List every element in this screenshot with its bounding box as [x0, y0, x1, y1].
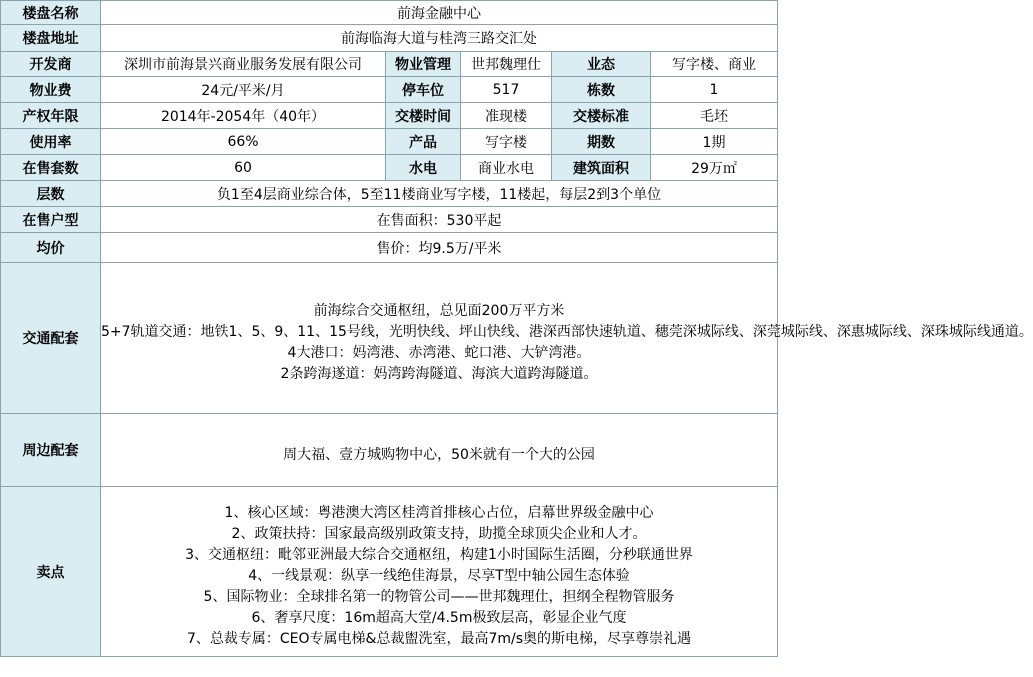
label-buildings: 栋数 — [552, 77, 651, 103]
value-business: 写字楼、商业 — [651, 52, 778, 77]
label-term: 产权年限 — [1, 103, 101, 129]
value-address: 前海临海大道与桂湾三路交汇处 — [101, 25, 778, 52]
label-name: 楼盘名称 — [1, 1, 101, 25]
row-term — [1, 103, 778, 129]
label-business: 业态 — [552, 52, 651, 77]
selling-point-line: 1、核心区域：粤港澳大湾区桂湾首排核心占位，启幕世界级金融中心 — [224, 505, 654, 521]
value-fee: 24元/平米/月 — [101, 77, 386, 103]
label-product: 产品 — [386, 129, 461, 155]
row-fee — [1, 77, 778, 103]
label-price: 均价 — [1, 233, 101, 263]
row-price — [1, 233, 778, 263]
row-on-sale — [1, 155, 778, 181]
label-unit-type: 在售户型 — [1, 207, 101, 233]
surroundings-line: 周大福、壹方城购物中心，50米就有一个大的公园 — [283, 446, 595, 463]
label-delivery-time: 交楼时间 — [386, 103, 461, 129]
label-traffic: 交通配套 — [1, 263, 101, 414]
selling-point-line: 4、一线景观：纵享一线绝佳海景，尽享T型中轴公园生态体验 — [248, 568, 630, 584]
value-unit-type: 在售面积：530平起 — [101, 207, 778, 233]
row-address — [1, 25, 778, 52]
value-usage-rate: 66% — [101, 129, 386, 155]
traffic-line: 5+7轨道交通：地铁1、5、9、11、15号线，光明快线、坪山快线、港深西部快速轨道、穗莞深城际线、深莞城际线、深惠城际线、深珠城际线通道。 — [101, 324, 1033, 340]
label-phase: 期数 — [552, 129, 651, 155]
row-surroundings — [1, 414, 778, 487]
value-floors: 负1至4层商业综合体，5至11楼商业写字楼，11楼起，每层2到3个单位 — [101, 181, 778, 207]
label-floors: 层数 — [1, 181, 101, 207]
selling-point-line: 5、国际物业：全球排名第一的物管公司——世邦魏理仕，担纲全程物管服务 — [203, 589, 675, 605]
label-fee: 物业费 — [1, 77, 101, 103]
label-utilities: 水电 — [386, 155, 461, 181]
value-utilities: 商业水电 — [461, 155, 552, 181]
traffic-line: 4大港口：妈湾港、赤湾港、蛇口港、大铲湾港。 — [287, 345, 591, 361]
value-delivery-std: 毛坯 — [651, 103, 778, 129]
traffic-line: 2条跨海遂道：妈湾跨海隧道、海滨大道跨海隧道。 — [280, 366, 598, 382]
value-price: 售价：均9.5万/平米 — [101, 233, 778, 263]
row-name — [1, 1, 778, 25]
selling-point-line: 2、政策扶持：国家最高级别政策支持，助揽全球顶尖企业和人才。 — [231, 526, 647, 542]
row-floors — [1, 181, 778, 207]
label-address: 楼盘地址 — [1, 25, 101, 52]
value-delivery-time: 准现楼 — [461, 103, 552, 129]
label-delivery-std: 交楼标准 — [552, 103, 651, 129]
value-name: 前海金融中心 — [101, 1, 778, 25]
value-selling-points — [101, 487, 778, 657]
label-area: 建筑面积 — [552, 155, 651, 181]
row-usage — [1, 129, 778, 155]
label-property-mgmt: 物业管理 — [386, 52, 461, 77]
row-unit-type — [1, 207, 778, 233]
label-usage-rate: 使用率 — [1, 129, 101, 155]
value-phase: 1期 — [651, 129, 778, 155]
value-buildings: 1 — [651, 77, 778, 103]
label-selling-points: 卖点 — [1, 487, 101, 657]
row-traffic — [1, 263, 778, 414]
selling-point-line: 6、奢享尺度：16m超高大堂/4.5m极致层高，彰显企业气度 — [251, 610, 627, 626]
value-property-mgmt: 世邦魏理仕 — [461, 52, 552, 77]
value-term: 2014年-2054年（40年） — [101, 103, 386, 129]
value-surroundings — [101, 414, 778, 487]
traffic-line: 前海综合交通枢纽，总见面200万平方米 — [313, 303, 565, 319]
label-developer: 开发商 — [1, 52, 101, 77]
value-area: 29万㎡ — [651, 155, 778, 181]
selling-point-line: 3、交通枢纽：毗邻亚洲最大综合交通枢纽，构建1小时国际生活圈，分秒联通世界 — [185, 547, 693, 563]
row-developer — [1, 52, 778, 77]
value-product: 写字楼 — [461, 129, 552, 155]
label-parking: 停车位 — [386, 77, 461, 103]
selling-point-line: 7、总裁专属：CEO专属电梯&总裁盥洗室，最高7m/s奥的斯电梯，尽享尊崇礼遇 — [186, 631, 692, 647]
row-selling-points — [1, 487, 778, 657]
label-surroundings: 周边配套 — [1, 414, 101, 487]
value-developer: 深圳市前海景兴商业服务发展有限公司 — [101, 52, 386, 77]
value-traffic — [101, 263, 1033, 414]
label-on-sale-units: 在售套数 — [1, 155, 101, 181]
value-parking: 517 — [461, 77, 552, 103]
value-on-sale-units: 60 — [101, 155, 386, 181]
